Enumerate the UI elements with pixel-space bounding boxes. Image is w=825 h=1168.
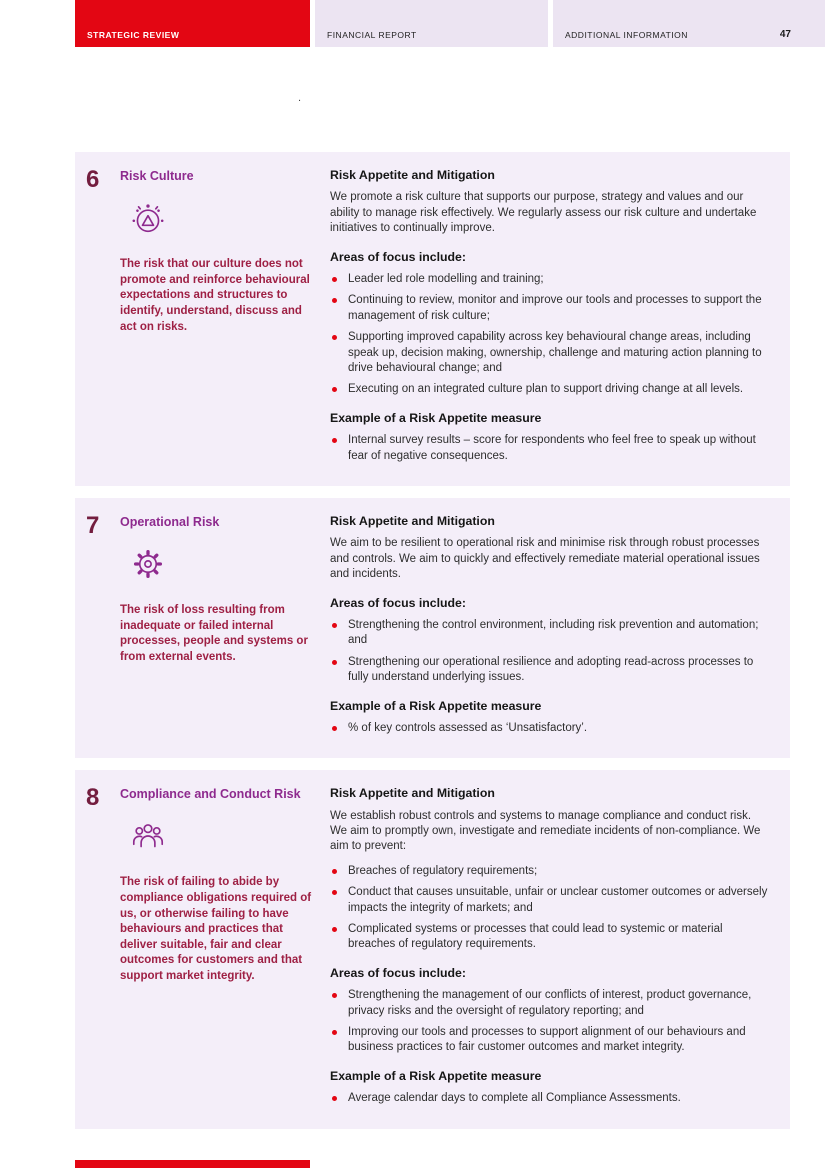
bullet-item: Complicated systems or processes that could lead to systemic or material breaches of regulatory requirements. bbox=[330, 922, 768, 953]
bullet-list bbox=[330, 272, 768, 398]
gear-icon bbox=[126, 542, 170, 586]
bullet-list bbox=[330, 1091, 768, 1106]
footer-red-bar bbox=[75, 1160, 310, 1168]
section-title: Risk Culture bbox=[120, 169, 194, 183]
content-paragraph: We aim to be resilient to operational risk and minimise risk through robust processes and controls. We aim to quickly and effectively remediate material operational issues and incidents. bbox=[330, 537, 760, 581]
content-heading: Risk Appetite and Mitigation bbox=[330, 786, 495, 801]
content-heading: Example of a Risk Appetite measure bbox=[330, 410, 542, 425]
section-number: 8 bbox=[86, 784, 100, 812]
risk-culture-icon bbox=[126, 196, 170, 240]
bullet-item: Average calendar days to complete all Compliance Assessments. bbox=[330, 1091, 768, 1106]
content-heading: Risk Appetite and Mitigation bbox=[330, 513, 495, 528]
section-content bbox=[330, 513, 768, 742]
content-heading: Areas of focus include: bbox=[330, 595, 466, 610]
bullet-item: Improving our tools and processes to support alignment of our behaviours and business practices to fair customer outcomes and market integrity. bbox=[330, 1025, 768, 1056]
content-paragraph: We promote a risk culture that supports our purpose, strategy and values and our ability to manage risk effectively. We regularly assess our risk culture and undertake initiatives to continually improve. bbox=[330, 191, 757, 235]
bullet-item: % of key controls assessed as ‘Unsatisfactory’. bbox=[330, 721, 768, 736]
section-description: The risk of failing to abide by compliance obligations required of us, or otherwise failing to have behaviours and practices that deliver suitable, fair and clear outcomes for customers and that support market integrity. bbox=[120, 876, 312, 983]
section-description: The risk that our culture does not promote and reinforce behavioural expectations and structures to identify, understand, discuss and act on risks. bbox=[120, 258, 310, 333]
section-left-column bbox=[75, 513, 330, 742]
risk-section-risk-culture bbox=[75, 152, 790, 486]
bullet-list bbox=[330, 721, 768, 736]
section-title: Operational Risk bbox=[120, 514, 220, 529]
bullet-list bbox=[330, 988, 768, 1056]
bullet-item: Strengthening the control environment, including risk prevention and automation; and bbox=[330, 618, 768, 649]
content-heading: Areas of focus include: bbox=[330, 249, 466, 264]
bullet-list bbox=[330, 618, 768, 686]
bullet-item: Strengthening the management of our conflicts of interest, product governance, privacy risks and the oversight of regulatory reporting; and bbox=[330, 988, 768, 1019]
tab-label: ADDITIONAL INFORMATION bbox=[565, 30, 688, 40]
bullet-item: Breaches of regulatory requirements; bbox=[330, 864, 768, 879]
bullet-list bbox=[330, 864, 768, 953]
section-description: The risk of loss resulting from inadequate or failed internal processes, people and systems or from external events. bbox=[120, 603, 308, 663]
content-heading: Example of a Risk Appetite measure bbox=[330, 1068, 542, 1083]
risk-section-operational-risk bbox=[75, 498, 790, 758]
bullet-item: Supporting improved capability across key behavioural change areas, including speak up, decision making, ownership, challenge and maturing action planning to drive behavioural change; and bbox=[330, 330, 768, 376]
tab-strategic-review[interactable] bbox=[75, 0, 310, 47]
risk-section-compliance-conduct-risk bbox=[75, 770, 790, 1128]
section-left-column bbox=[75, 167, 330, 470]
tab-additional-information[interactable] bbox=[553, 0, 825, 47]
page-number: 47 bbox=[779, 29, 791, 40]
tab-label: FINANCIAL REPORT bbox=[327, 30, 417, 40]
bullet-list bbox=[330, 433, 768, 464]
content-heading: Risk Appetite and Mitigation bbox=[330, 168, 495, 182]
tab-label: STRATEGIC REVIEW bbox=[87, 30, 180, 40]
bullet-item: Continuing to review, monitor and improve our tools and processes to support the management of risk culture; bbox=[330, 293, 768, 324]
stray-period-mark: . bbox=[298, 92, 302, 104]
section-left-column bbox=[75, 785, 330, 1112]
risk-sections bbox=[75, 152, 790, 1141]
bullet-item: Strengthening our operational resilience and adopting read-across processes to fully understand underlying issues. bbox=[330, 655, 768, 686]
section-title: Compliance and Conduct Risk bbox=[120, 787, 301, 802]
section-number: 6 bbox=[86, 166, 100, 193]
bullet-item: Internal survey results – score for respondents who feel free to speak up without fear of negative consequences. bbox=[330, 433, 768, 464]
report-section-tabs bbox=[75, 0, 825, 47]
section-content bbox=[330, 167, 768, 470]
people-group-icon bbox=[126, 814, 170, 858]
content-heading: Example of a Risk Appetite measure bbox=[330, 698, 542, 713]
section-number: 7 bbox=[86, 511, 100, 539]
content-heading: Areas of focus include: bbox=[330, 965, 466, 980]
section-content bbox=[330, 785, 768, 1112]
bullet-item: Leader led role modelling and training; bbox=[330, 272, 768, 287]
bullet-item: Conduct that causes unsuitable, unfair or unclear customer outcomes or adversely impacts the integrity of markets; and bbox=[330, 885, 768, 916]
bullet-item: Executing on an integrated culture plan to support driving change at all levels. bbox=[330, 382, 768, 397]
tab-financial-report[interactable] bbox=[315, 0, 548, 47]
content-paragraph: We establish robust controls and systems to manage compliance and conduct risk. We aim to promptly own, investigate and remediate incidents of non-compliance. We aim to prevent: bbox=[330, 809, 761, 853]
